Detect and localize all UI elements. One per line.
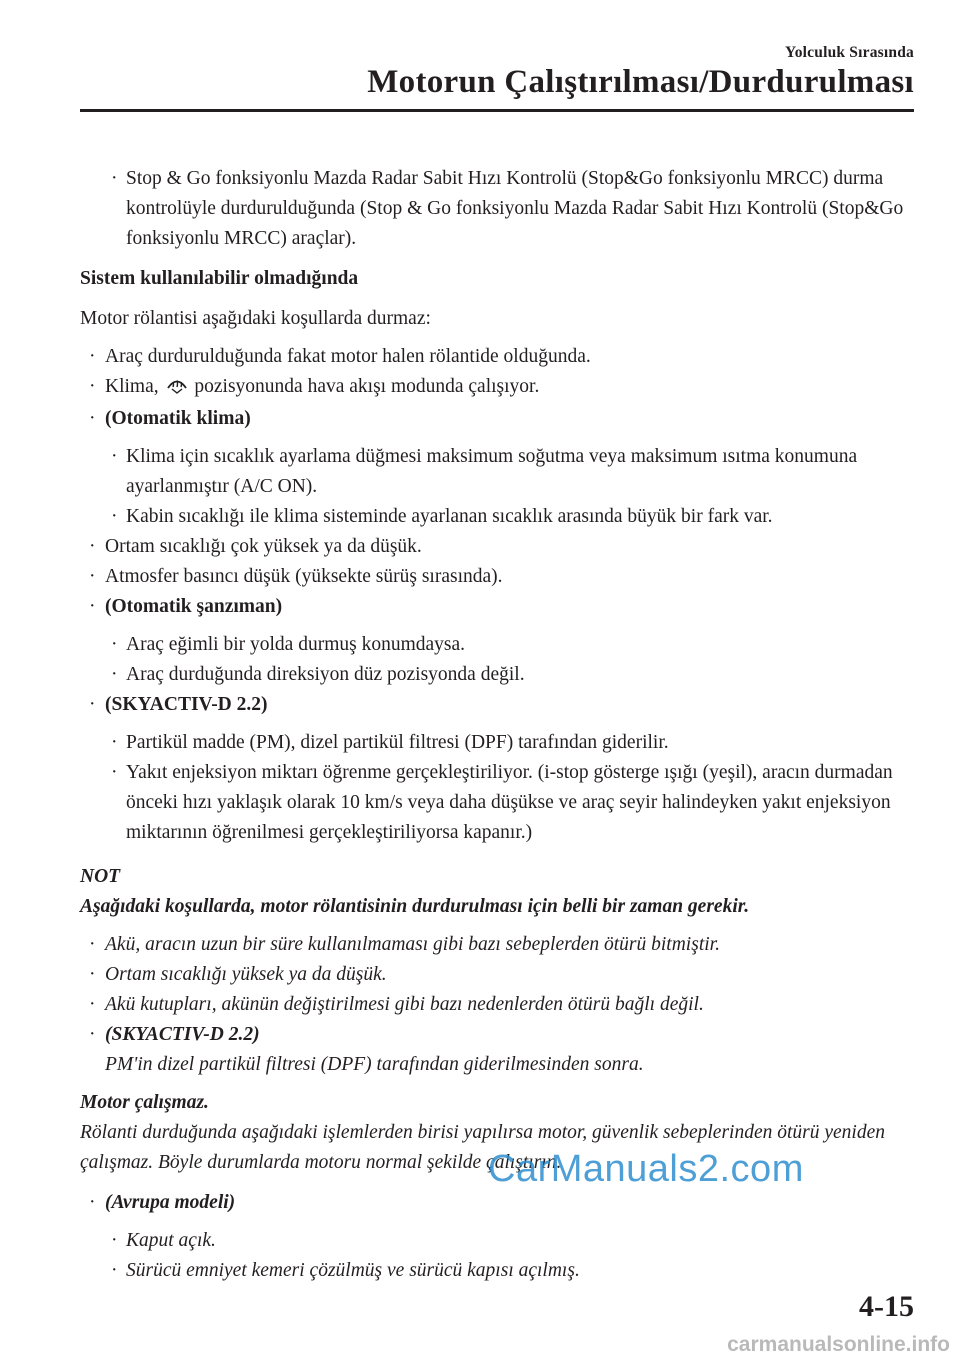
list-item [80, 592, 914, 622]
bullet-dot: · [89, 376, 96, 397]
list-item [80, 532, 914, 562]
bullet-dot: · [111, 634, 118, 655]
bullet-dot: · [89, 566, 96, 587]
list-item [80, 372, 914, 404]
page-title: Motorun Çalıştırılması/Durdurulması [367, 64, 914, 100]
section-label: Yolculuk Sırasında [785, 44, 914, 61]
list-item-text: Atmosfer basıncı düşük (yüksekte sürüş sırasında). [105, 566, 503, 587]
list-item [80, 1188, 914, 1218]
list-item [80, 630, 914, 660]
list-item-text: Ortam sıcaklığı yüksek ya da düşük. [105, 964, 387, 985]
watermark-bottom: carmanualsonline.info [727, 1333, 950, 1356]
subheading: (Otomatik şanzıman) [105, 596, 283, 617]
list-item [80, 502, 914, 532]
bullet-dot: · [89, 1024, 96, 1045]
subheading: (Avrupa modeli) [105, 1192, 236, 1213]
bullet-dot: · [89, 408, 96, 429]
note-subheading: Motor çalışmaz. [80, 1092, 209, 1113]
list-item-text: Klima için sıcaklık ayarlama düğmesi maksimum soğutma veya maksimum ısıtma konumuna ayarlanmıştır (A/C ON). [126, 446, 858, 497]
bullet-dot: · [89, 964, 96, 985]
list-item [80, 164, 914, 254]
list-item [80, 960, 914, 990]
list-item [80, 728, 914, 758]
list-item [80, 1256, 914, 1286]
bullet-dot: · [89, 994, 96, 1015]
list-item [80, 442, 914, 502]
bullet-dot: · [89, 346, 96, 367]
bullet-dot: · [111, 664, 118, 685]
subheading: (SKYACTIV-D 2.2) [105, 1024, 260, 1045]
list-item [80, 1020, 914, 1080]
subheading: (SKYACTIV-D 2.2) [105, 694, 268, 715]
header-rule [80, 109, 914, 112]
bullet-dot: · [89, 694, 96, 715]
bullet-dot: · [89, 934, 96, 955]
list-item-text: Akü, aracın uzun bir süre kullanılmaması gibi bazı sebeplerden ötürü bitmiştir. [105, 934, 720, 955]
bullet-dot: · [111, 168, 118, 189]
list-item [80, 690, 914, 720]
bullet-dot: · [89, 596, 96, 617]
bullet-dot: · [111, 1260, 118, 1281]
list-item-text: Araç eğimli bir yolda durmuş konumdaysa. [126, 634, 466, 655]
list-item [80, 562, 914, 592]
section-intro: Motor rölantisi aşağıdaki koşullarda durmaz: [80, 308, 431, 329]
list-item [80, 660, 914, 690]
list-item [80, 1226, 914, 1256]
list-item-text: Kabin sıcaklığı ile klima sisteminde ayarlanan sıcaklık arasında büyük bir fark var. [126, 506, 773, 527]
list-item [80, 404, 914, 434]
watermark-top: CarManuals2.com [488, 1148, 804, 1190]
list-item-text-post: pozisyonunda hava akışı modunda çalışıyor. [194, 376, 540, 397]
list-item-text: Ortam sıcaklığı çok yüksek ya da düşük. [105, 536, 422, 557]
list-item [80, 758, 914, 848]
note-lead: Aşağıdaki koşullarda, motor rölantisinin durdurulması için belli bir zaman gerekir. [80, 896, 750, 917]
list-item-text-pre: Klima, [105, 376, 159, 397]
list-item-text: Araç durdurulduğunda fakat motor halen rölantide olduğunda. [105, 346, 591, 367]
page-number: 4-15 [859, 1290, 914, 1323]
note-paragraph: Rölanti durduğunda aşağıdaki işlemlerden birisi yapılırsa motor, güvenlik sebeplerinden ötürü yeniden çalışmaz. Böyle durumlarda motoru normal şekilde çalıştırın. [80, 1122, 886, 1173]
list-item-text: Yakıt enjeksiyon miktarı öğrenme gerçekleştiriliyor. (i-stop gösterge ışığı (yeşil), aracın durmadan önceki hızı yaklaşık olarak 10 km/s veya daha düşükse ve araç seyir halindeyken yakıt enjeksiyon miktarının öğrenilmesi gerçekleştiriliyorsa kapanır.) [126, 762, 893, 843]
bullet-dot: · [89, 1192, 96, 1213]
list-item [80, 342, 914, 372]
list-item-text: Araç durduğunda direksiyon düz pozisyonda değil. [126, 664, 525, 685]
list-item [80, 990, 914, 1020]
bullet-dot: · [111, 762, 118, 783]
bullet-dot: · [111, 732, 118, 753]
subheading: (Otomatik klima) [105, 408, 251, 429]
section-heading: Sistem kullanılabilir olmadığında [80, 268, 359, 289]
list-item [80, 930, 914, 960]
defroster-icon [166, 374, 188, 404]
bullet-dot: · [111, 446, 118, 467]
list-item-text: Partikül madde (PM), dizel partikül filtresi (DPF) tarafından giderilir. [126, 732, 669, 753]
list-item-text: Stop & Go fonksiyonlu Mazda Radar Sabit Hızı Kontrolü (Stop&Go fonksiyonlu MRCC) durma kontrolüyle durdurulduğunda (Stop & Go fonksiyonlu Mazda Radar Sabit Hızı Kontrolü (Stop&Go fonksiyonlu MRCC) araçlar). [126, 168, 904, 249]
page-content [80, 164, 914, 1286]
list-item-text: Kaput açık. [126, 1230, 216, 1251]
list-item-text: Akü kutupları, akünün değiştirilmesi gibi bazı nedenlerden ötürü bağlı değil. [105, 994, 704, 1015]
list-item-text: Sürücü emniyet kemeri çözülmüş ve sürücü kapısı açılmış. [126, 1260, 580, 1281]
list-item-text: PM'in dizel partikül filtresi (DPF) tarafından giderilmesinden sonra. [105, 1054, 644, 1075]
note-label: NOT [80, 866, 121, 887]
bullet-dot: · [111, 506, 118, 527]
bullet-dot: · [111, 1230, 118, 1251]
bullet-dot: · [89, 536, 96, 557]
